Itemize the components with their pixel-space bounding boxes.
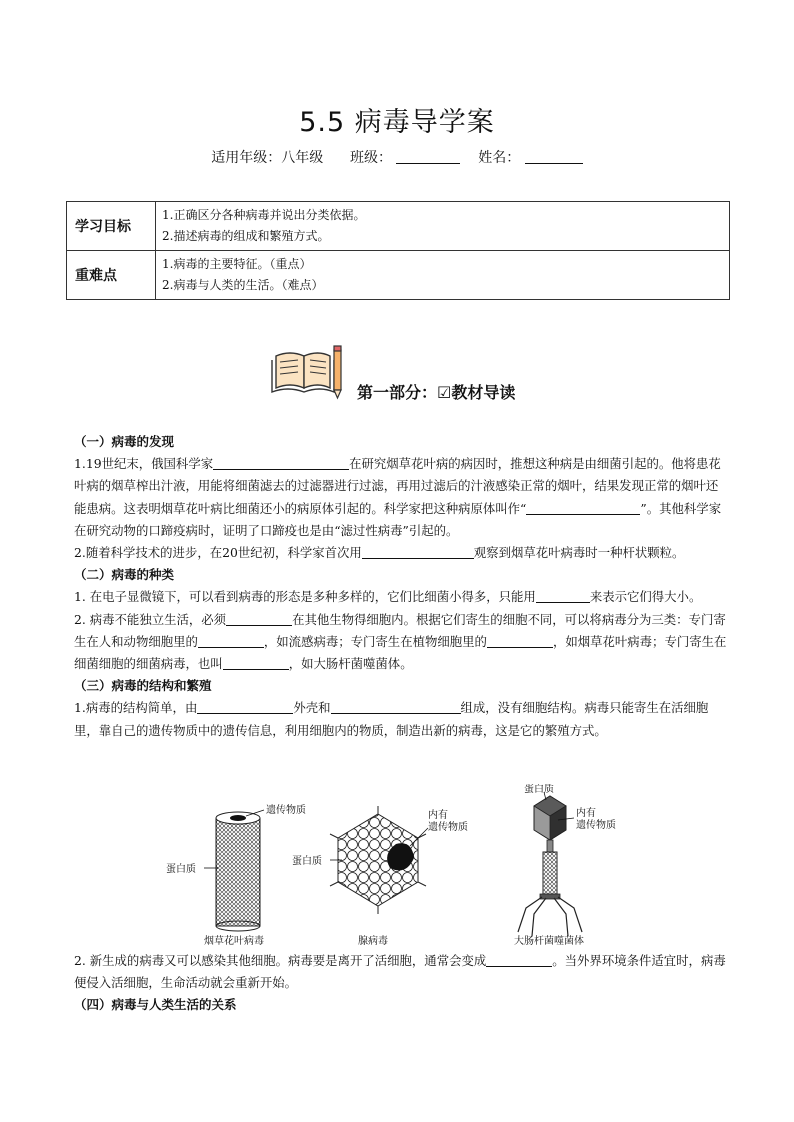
key-points-content	[156, 251, 730, 300]
table-row	[67, 251, 730, 300]
answer-blank[interactable]	[226, 612, 292, 626]
section-heading: （二）病毒的种类	[74, 567, 175, 583]
answer-blank[interactable]	[213, 456, 349, 470]
paragraph	[74, 453, 730, 542]
goals-header: 学习目标	[67, 202, 156, 251]
phage-figure	[514, 784, 616, 947]
adeno-genetic-label: 遗传物质	[428, 822, 468, 833]
text-run: 2. 病毒不能独立生活，必须	[74, 611, 227, 627]
text-run: ，如烟草花叶病毒；专门寄生在细菌细胞的细菌病毒，也叫	[74, 633, 727, 672]
goals-content	[156, 202, 730, 251]
adeno-caption: 腺病毒	[358, 936, 388, 947]
paragraph	[74, 697, 730, 741]
text-run: 在其他生物得细胞内。根据它们寄生的细胞不同，可以将病毒分为三类：专门寄生在人和动物细胞里的	[74, 611, 726, 649]
text-run: 2. 新生成的病毒又可以感染其他细胞。病毒要是离开了活细胞，通常会变成	[74, 953, 487, 968]
text-run: 1.病毒的结构简单，由	[74, 700, 198, 716]
phage-genetic-label: 遗传物质	[576, 820, 616, 831]
goal-item: 1.正确区分各种病毒并说出分类依据。	[162, 208, 366, 222]
key-point-item: 2.病毒与人类的生活。（难点）	[162, 278, 324, 292]
key-points-header: 重难点	[67, 251, 156, 300]
answer-blank[interactable]	[536, 589, 590, 603]
text-run: 观察到烟草花叶病毒时一种杆状颗粒。	[473, 545, 685, 561]
key-point-item: 1.病毒的主要特征。（重点）	[162, 257, 312, 271]
paragraph	[74, 950, 730, 994]
answer-blank[interactable]	[526, 501, 640, 515]
text-run: 来表示它们得大小。	[589, 589, 702, 605]
part-one-title: 第一部分：☑教材导读	[357, 383, 516, 402]
answer-blank[interactable]	[331, 700, 461, 714]
section-heading: （三）病毒的结构和繁殖	[74, 678, 212, 694]
phage-protein-label: 蛋白质	[524, 784, 554, 795]
text-run: 1. 在电子显微镜下，可以看到病毒的形态是多种多样的，它们比细菌小得多，只能用	[74, 589, 536, 605]
tmv-protein-label: 蛋白质	[166, 864, 196, 875]
text-run: 。当外界环境条件适宜时，病毒便侵入活细胞，生命活动就会重新开始。	[74, 953, 726, 991]
answer-blank[interactable]	[223, 656, 289, 670]
section-heading: （四）病毒与人类生活的关系	[74, 997, 237, 1013]
page-title: 5.5 病毒导学案	[299, 107, 495, 138]
class-blank[interactable]	[396, 149, 460, 164]
paragraph	[74, 542, 730, 564]
virus-structure-figures	[160, 784, 640, 948]
answer-blank[interactable]	[487, 634, 553, 648]
text-run: ，如流感病毒；专门寄生在植物细胞里的	[263, 633, 487, 649]
text-run: 1.19世纪末，俄国科学家	[74, 456, 214, 472]
part-one-heading	[270, 342, 590, 402]
class-label: 班级：	[349, 150, 392, 166]
text-run: ”。其他科学家在研究动物的口蹄疫病时，证明了口蹄疫也是由“滤过性病毒”引起的。	[74, 500, 722, 538]
adeno-inside-label: 内有	[428, 810, 448, 821]
adeno-protein-label: 蛋白质	[292, 856, 322, 867]
answer-blank[interactable]	[197, 700, 293, 714]
text-run: ，如大肠杆菌噬菌体。	[288, 656, 413, 672]
virus-diagrams	[160, 784, 640, 948]
student-info-line	[0, 147, 794, 167]
section-heading: （一）病毒的发现	[74, 434, 175, 449]
text-run: 在研究烟草花叶病的病因时，推想这种病是由细菌引起的。他将患花叶病的烟草榨出汁液，用能将细菌滤去的过滤器进行过滤，再用过滤后的汁液感染正常的烟叶，结果发现正常的烟叶还能患病。这表明烟草花叶病比细菌还小的病原体引起的。科学家把这种病原体叫作“	[74, 456, 721, 516]
goal-item: 2.描述病毒的组成和繁殖方式。	[162, 229, 330, 243]
phage-caption: 大肠杆菌噬菌体	[514, 936, 584, 947]
grade-label: 适用年级：八年级	[211, 150, 324, 166]
text-run: 外壳和	[293, 700, 331, 716]
text-run: 2.随着科学技术的进步，在20世纪初，科学家首次用	[74, 545, 362, 561]
section-structure-continued	[74, 950, 730, 1017]
table-row	[67, 202, 730, 251]
tmv-figure	[166, 803, 306, 947]
answer-blank[interactable]	[486, 953, 552, 967]
learning-goals-table	[66, 201, 730, 300]
name-label: 姓名：	[478, 150, 521, 166]
paragraph	[74, 586, 730, 608]
name-blank[interactable]	[525, 149, 583, 164]
answer-blank[interactable]	[362, 545, 474, 559]
tmv-caption: 烟草花叶病毒	[204, 936, 264, 947]
phage-inside-label: 内有	[576, 808, 596, 819]
text-run: 组成，没有细胞结构。病毒只能寄生在活细胞里，靠自己的遗传物质中的遗传信息，利用细胞内的物质，制造出新的病毒，这是它的繁殖方式。	[74, 700, 709, 738]
section-discovery	[74, 431, 730, 742]
book-pencil-icon	[270, 342, 346, 402]
paragraph	[74, 609, 730, 676]
tmv-genetic-label: 遗传物质	[266, 805, 306, 816]
answer-blank[interactable]	[198, 634, 264, 648]
adenovirus-figure	[292, 806, 468, 947]
